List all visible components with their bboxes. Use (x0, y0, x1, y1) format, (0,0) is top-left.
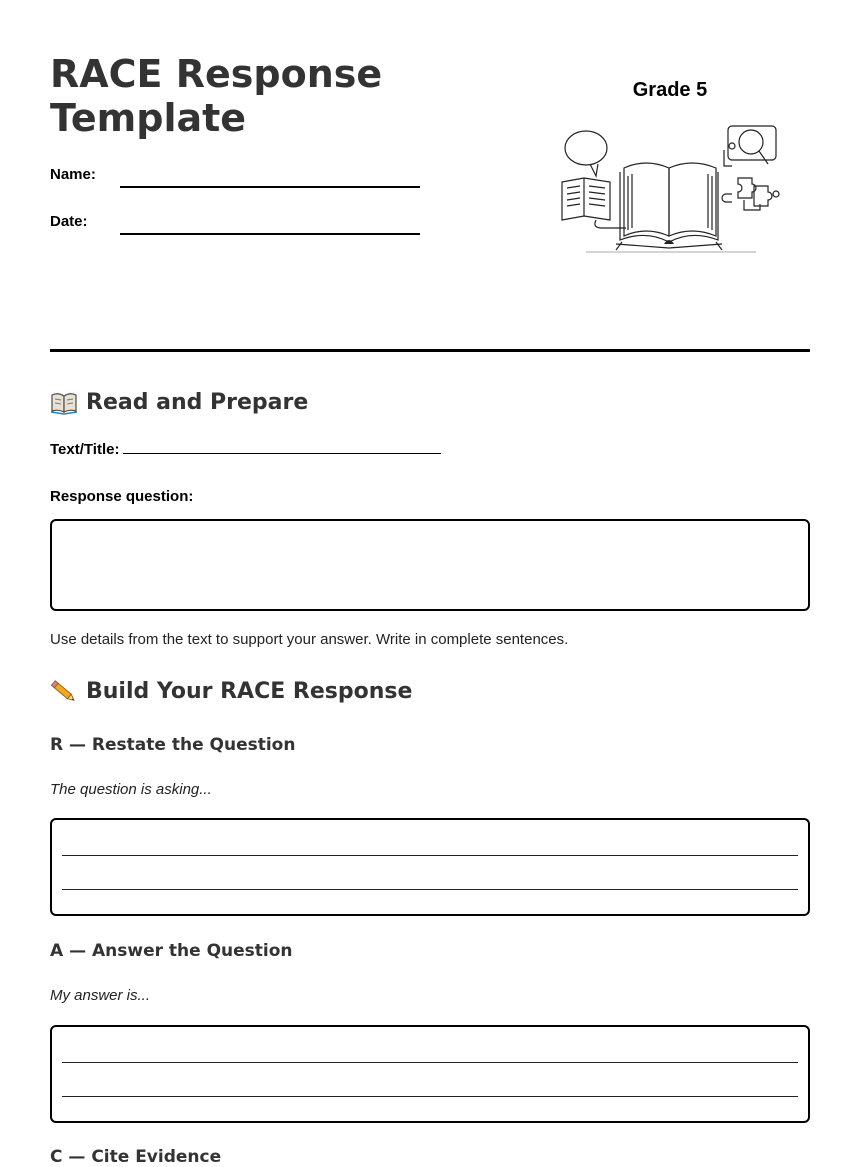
restate-answer-box[interactable] (50, 818, 810, 916)
build-response-title: Build Your RACE Response (86, 679, 413, 704)
read-prepare-heading (50, 390, 308, 415)
open-book-icon (50, 391, 78, 415)
build-response-heading (50, 679, 412, 704)
text-title-field[interactable] (123, 453, 441, 454)
text-title-label: Text/Title: (50, 441, 120, 458)
writing-line (62, 889, 798, 890)
answer-heading: A — Answer the Question (50, 941, 293, 961)
restate-prompt: The question is asking... (50, 781, 212, 798)
name-label: Name: (50, 166, 96, 183)
read-prepare-title: Read and Prepare (86, 390, 309, 415)
answer-box[interactable] (50, 1025, 810, 1123)
reading-illustration (556, 120, 784, 254)
writing-line (62, 1096, 798, 1097)
grade-label: Grade 5 (632, 79, 708, 101)
date-field[interactable] (120, 233, 420, 235)
date-label: Date: (50, 213, 88, 230)
name-field[interactable] (120, 186, 420, 188)
response-question-box[interactable] (50, 519, 810, 611)
page-title: RACE Response Template (50, 52, 383, 140)
writing-line (62, 1062, 798, 1063)
header-divider (50, 349, 810, 352)
pencil-icon (50, 680, 78, 704)
instructions-text: Use details from the text to support your answer. Write in complete sentences. (50, 631, 569, 648)
cite-evidence-heading: C — Cite Evidence (50, 1147, 222, 1167)
restate-heading: R — Restate the Question (50, 735, 296, 755)
writing-line (62, 855, 798, 856)
answer-prompt: My answer is... (50, 987, 151, 1004)
text-title-row (50, 441, 441, 458)
response-question-label: Response question: (50, 488, 194, 505)
